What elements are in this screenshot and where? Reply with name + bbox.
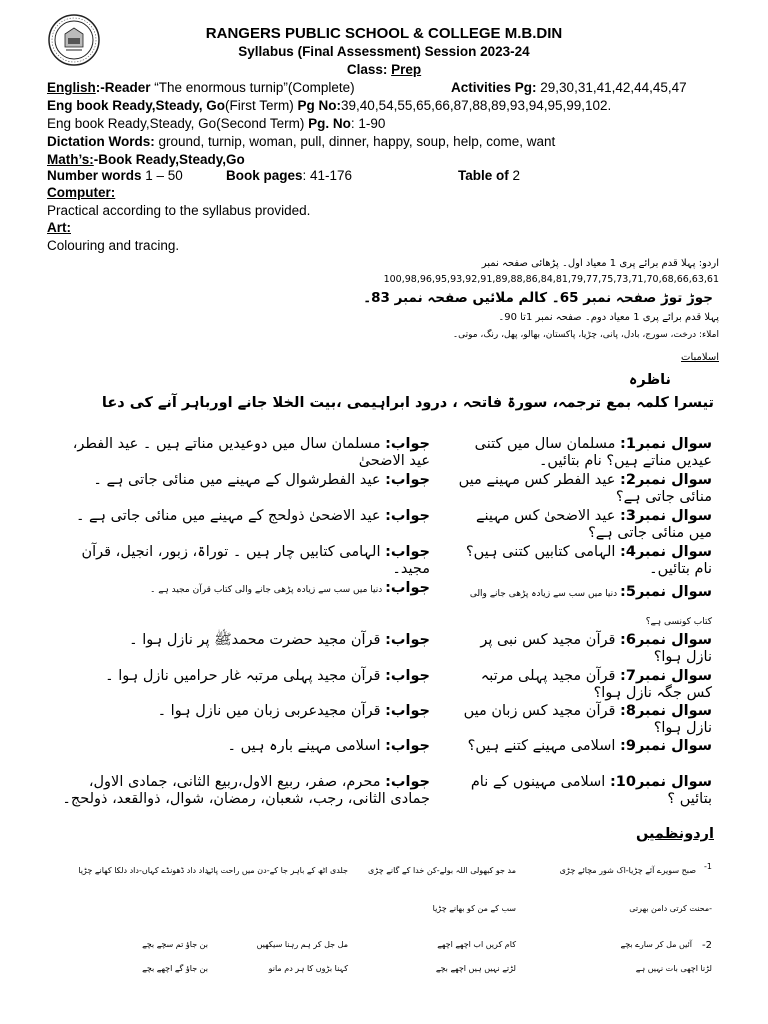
poem1-line-4: داد داد ڈھونڈے کہاں-داد دلکا کھانے چڑیا [78, 866, 208, 875]
urdu-line-1: اردو: پہلا قدم برائے پری 1 معیاد اول۔ پڑھائی صفحہ نمبر [481, 258, 719, 269]
answer-2: جواب: عید الفطرشوال کے مہینے میں منائی جاتی ہے ۔ [93, 472, 430, 488]
nazra-heading: ناظرہ [628, 372, 671, 388]
poem2-line-4: بن جاؤ تم سچے بچے [142, 940, 208, 949]
urdu-line-3: جوڑ توڑ صفحہ نمبر 65۔ کالم ملائیں صفحہ نمبر 83۔ [363, 290, 713, 306]
poem1-line-1: صبح سویرے آئے چڑیا-اک شور مچائے چڑی [559, 866, 696, 875]
art-heading: Art: [47, 220, 71, 235]
islamiat-heading: اسلامیات [681, 352, 719, 363]
poems-heading: اردونظمیں [635, 826, 714, 842]
poem2-line-3: مل جل کر ہم رہنا سیکھیں [256, 940, 348, 949]
table-of: Table of 2 [458, 168, 521, 183]
question-1: سوال نمبر1: مسلمان سال میں کتنی عیدیں مناتے ہیں؟ نام بتائیں۔ [474, 436, 712, 469]
question-2: سوال نمبر2: عید الفطر کس مہینے میں منائی جاتی ہے؟ [458, 472, 712, 505]
activities-line: Activities Pg: 29,30,31,41,42,44,45,47 [451, 80, 687, 95]
question-4: سوال نمبر4: الہامی کتابیں کتنی ہیں؟ نام بتائیں۔ [465, 544, 712, 577]
poem2-line-1: آئیں مل کر سارے بچے [620, 940, 692, 949]
class-line: Class: Prep [346, 62, 422, 77]
computer-heading: Computer: [47, 185, 116, 200]
poem1-line-2: مد جو کبھولی اللہ بولے-کن خدا کے گانے چڑی [368, 866, 516, 875]
question-7: سوال نمبر7: قرآن مجید پہلی مرتبہ کس جگہ نازل ہوا؟ [480, 668, 712, 701]
computer-text: Practical according to the syllabus provided. [47, 203, 311, 218]
answer-3: جواب: عید الاضحیٰ ذولحج کے مہینے میں منائی جاتی ہے ۔ [75, 508, 430, 524]
school-name: RANGERS PUBLIC SCHOOL & COLLEGE M.B.DIN [205, 25, 563, 42]
answer-7: جواب: قرآن مجید پہلی مرتبہ غار حرامیں نازل ہوا ۔ [105, 668, 430, 684]
syllabus-title: Syllabus (Final Assessment) Session 2023-24 [238, 44, 530, 59]
urdu-page-numbers: 100,98,96,95,93,92,91,89,88,86,84,81,79,77,75,73,71,70,68,66,63,61 [383, 274, 719, 285]
poem1-number: -1 [704, 862, 712, 871]
urdu-line-4: پہلا قدم برائے پری 1 معیاد دوم۔ صفحہ نمبر 1تا 90۔ [498, 312, 719, 323]
urdu-dictation: املاء: درخت، سورج، بادل، پانی، چڑیا، پاکستان، بھالو، پھل، رنگ، موتی۔ [452, 330, 719, 340]
answer-6: جواب: قرآن مجید حضرت محمدﷺ پر نازل ہوا ۔ [129, 632, 430, 648]
answer-9: جواب: اسلامی مہینے بارہ ہیں ۔ [227, 738, 430, 754]
book-pages: Book pages: 41-176 [226, 168, 353, 183]
question-8: سوال نمبر8: قرآن مجید کس زبان میں نازل ہوا؟ [463, 703, 712, 736]
question-10: سوال نمبر10: اسلامی مہینوں کے نام بتائیں ؟ [470, 774, 712, 807]
answer-4: جواب: الہامی کتابیں چار ہیں ۔ توراۃ، زبور، انجیل، قرآن مجید۔ [81, 544, 430, 577]
question-3: سوال نمبر3: عید الاضحیٰ کس مہینے میں منائی جاتی ہے؟ [476, 508, 712, 541]
question-9: سوال نمبر9: اسلامی مہینے کتنے ہیں؟ [467, 738, 712, 754]
poem2-number: -2 [702, 940, 712, 951]
question-5: سوال نمبر5: دنیا میں سب سے زیادہ پڑھی جانے والی کتاب کونسی ہے؟ [469, 584, 712, 627]
answer-10: جواب: محرم، صفر، ربیع الاول،ربیع الثانی، جمادی الاول، جمادی الثانی، رجب، شعبان، رمضان، شوال، ذوالقعد، ذولحج۔ [62, 774, 430, 807]
english-reader-line: English:-Reader “The enormous turnip”(Complete) [47, 80, 355, 95]
class-value: Prep [391, 62, 422, 77]
poem2-line-8: بن جاؤ گے اچھے بچے [142, 964, 208, 973]
answer-5: جواب: دنیا میں سب سے زیادہ پڑھی جانے والی کتاب قرآن مجید ہے ۔ [150, 580, 430, 596]
english-book-first-term: Eng book Ready,Steady, Go(First Term) Pg No:39,40,54,55,65,66,87,88,89,93,94,95,99,102. [47, 98, 612, 113]
poem2-line-7: کہنا بڑوں کا ہر دم مانو [268, 964, 348, 973]
kalma-line: تیسرا کلمہ بمع ترجمہ، سورۃ فاتحہ ، درود ابراہیمی ،بیت الخلا جانے اورباہر آنے کی دعا [101, 395, 714, 411]
dictation-line: Dictation Words: ground, turnip, woman, pull, dinner, happy, soup, help, come, want [47, 134, 556, 149]
poem2-line-2: کام کریں اب اچھے اچھے [437, 940, 516, 949]
poem1-line-5: -محنت کرتی دامن بھرتی [629, 904, 712, 913]
art-text: Colouring and tracing. [47, 238, 180, 253]
poem2-line-5: لڑنا اچھی بات نہیں ہے [635, 964, 712, 973]
answer-1: جواب: مسلمان سال میں دوعیدیں مناتے ہیں ۔ عید الفطر، عید الاضحیٰ [72, 436, 430, 469]
poem2-line-6: لڑتے نہیں ہیں اچھے بچے [435, 964, 516, 973]
poem1-line-3: جلدی اٹھ کے باہر جا کے-دن میں راحت پائے [206, 866, 348, 875]
answer-8: جواب: قرآن مجیدعربی زبان میں نازل ہوا ۔ [157, 703, 430, 719]
question-6: سوال نمبر6: قرآن مجید کس نبی پر نازل ہوا؟ [480, 632, 712, 665]
maths-line: Math’s:-Book Ready,Steady,Go [47, 152, 245, 167]
poem1-line-6: سب کے من کو بھانے چڑیا [432, 904, 516, 913]
english-book-second-term: Eng book Ready,Steady, Go(Second Term) Pg. No: 1-90 [47, 116, 386, 131]
number-words: Number words 1 – 50 [47, 168, 183, 183]
